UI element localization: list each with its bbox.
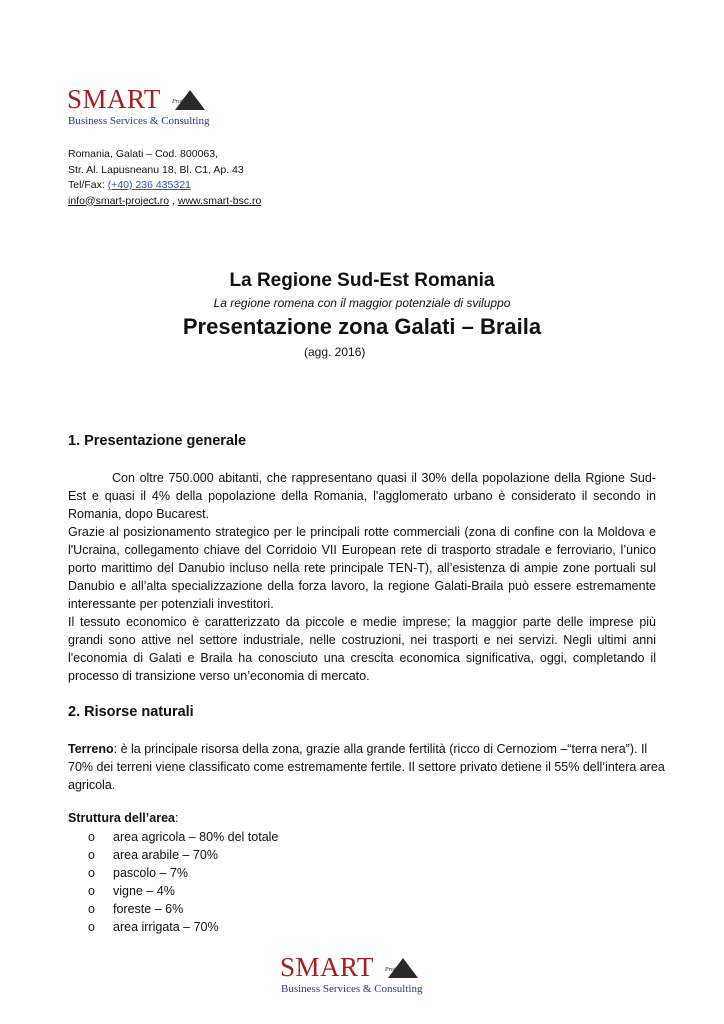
list-item — [88, 900, 278, 918]
website-link[interactable]: www.smart-bsc.ro — [177, 194, 262, 207]
footer-logo — [280, 954, 440, 1000]
document-date: (agg. 2016) — [304, 345, 366, 359]
terreno-paragraph — [68, 740, 668, 794]
area-structure-list — [88, 828, 278, 936]
bullet-icon: o — [88, 848, 95, 862]
terreno-label: Terreno — [68, 742, 114, 756]
bullet-icon: o — [88, 884, 95, 898]
list-item-text: pascolo – 7% — [113, 866, 189, 880]
address-phone-line — [68, 178, 261, 194]
section-1-paragraph-3: Il tessuto economico è caratterizzato da piccole e medie imprese; la maggior parte delle imprese più grandi sono attive nel settore industriale, nelle costruzioni, nei trasporti e nei servizi. Negli ultimi anni l'economia di Galati e Braila ha conosciuto una crescita economica significativa, oggi, completando il processo di transizione verso un’economia di mercato. — [68, 615, 656, 683]
logo-tagline: Business Services & Consulting — [281, 983, 423, 995]
struttura-heading — [68, 811, 178, 825]
bullet-icon: o — [88, 902, 95, 916]
list-item-text: area irrigata – 70% — [113, 920, 219, 934]
list-item — [88, 846, 278, 864]
logo-tagline: Business Services & Consulting — [68, 115, 210, 127]
terreno-text: : è la principale risorsa della zona, grazie alla grande fertilità (ricco di Cernoziom –“terra nera”). Il 70% dei terreni viene classificato come estremamente fertile. Il settore privato detiene il 55% dell’intera area agricola. — [68, 742, 665, 792]
list-item — [88, 882, 278, 900]
address-block — [68, 147, 261, 209]
section-2-heading: 2. Risorse naturali — [68, 704, 194, 720]
presentation-title: Presentazione zona Galati – Braila — [182, 314, 542, 339]
tel-label: Tel/Fax: — [68, 179, 108, 191]
section-1-heading: 1. Presentazione generale — [68, 433, 247, 449]
email-link[interactable]: info@smart-project.ro — [68, 194, 170, 207]
document-title: La Regione Sud-Est Romania — [229, 270, 495, 291]
document-subtitle: La regione romena con il maggior potenziale di sviluppo — [213, 296, 511, 310]
struttura-colon: : — [174, 811, 179, 825]
bullet-icon: o — [88, 866, 95, 880]
address-web-line — [68, 194, 261, 210]
section-1-paragraph-1: Con oltre 750.000 abitanti, che rappresentano quasi il 30% della popolazione della Rgione Sud-Est e quasi il 4% della popolazione della Romania, l'agglomerato urbano è considerato il secondo in Romania, dopo Bucarest. — [68, 471, 656, 521]
list-item-text: area agricola – 80% del totale — [113, 830, 279, 844]
list-item — [88, 918, 278, 936]
address-line-2: Str. Al. Lapusneanu 18, Bl. C1, Ap. 43 — [68, 163, 244, 176]
logo-project: Project — [172, 99, 190, 105]
address-separator: , — [169, 194, 178, 207]
logo-name: SMART — [67, 84, 161, 114]
section-1-paragraph-2: Grazie al posizionamento strategico per le principali rotte commerciali (zona di confine con la Moldova e l'Ucraina, collegamento chiave del Corridoio VII European rete di trasporto stradale e ferroviario, l’unico porto marittimo del Danubio incluso nella rete principale TEN-T), all’esistenza di ampie zone portuali sul Danubio e all’alta specializzazione della forza lavoro, la regione Galati-Braila può essere estremamente interessante per potenziali investitori. — [68, 525, 656, 611]
address-line-1: Romania, Galati – Cod. 800063, — [68, 148, 219, 160]
company-logo — [67, 86, 227, 132]
logo-project: Project — [385, 967, 403, 973]
list-item-text: area arabile – 70% — [113, 848, 218, 862]
logo-name: SMART — [280, 952, 374, 982]
list-item — [88, 828, 278, 846]
bullet-icon: o — [88, 920, 95, 934]
list-item — [88, 864, 278, 882]
phone-link[interactable]: (+40) 236 435321 — [107, 179, 191, 191]
list-item-text: foreste – 6% — [113, 902, 184, 916]
list-item-text: vigne – 4% — [113, 884, 175, 898]
section-1-body — [68, 469, 656, 685]
struttura-label: Struttura dell’area — [68, 811, 175, 825]
bullet-icon: o — [88, 830, 95, 844]
